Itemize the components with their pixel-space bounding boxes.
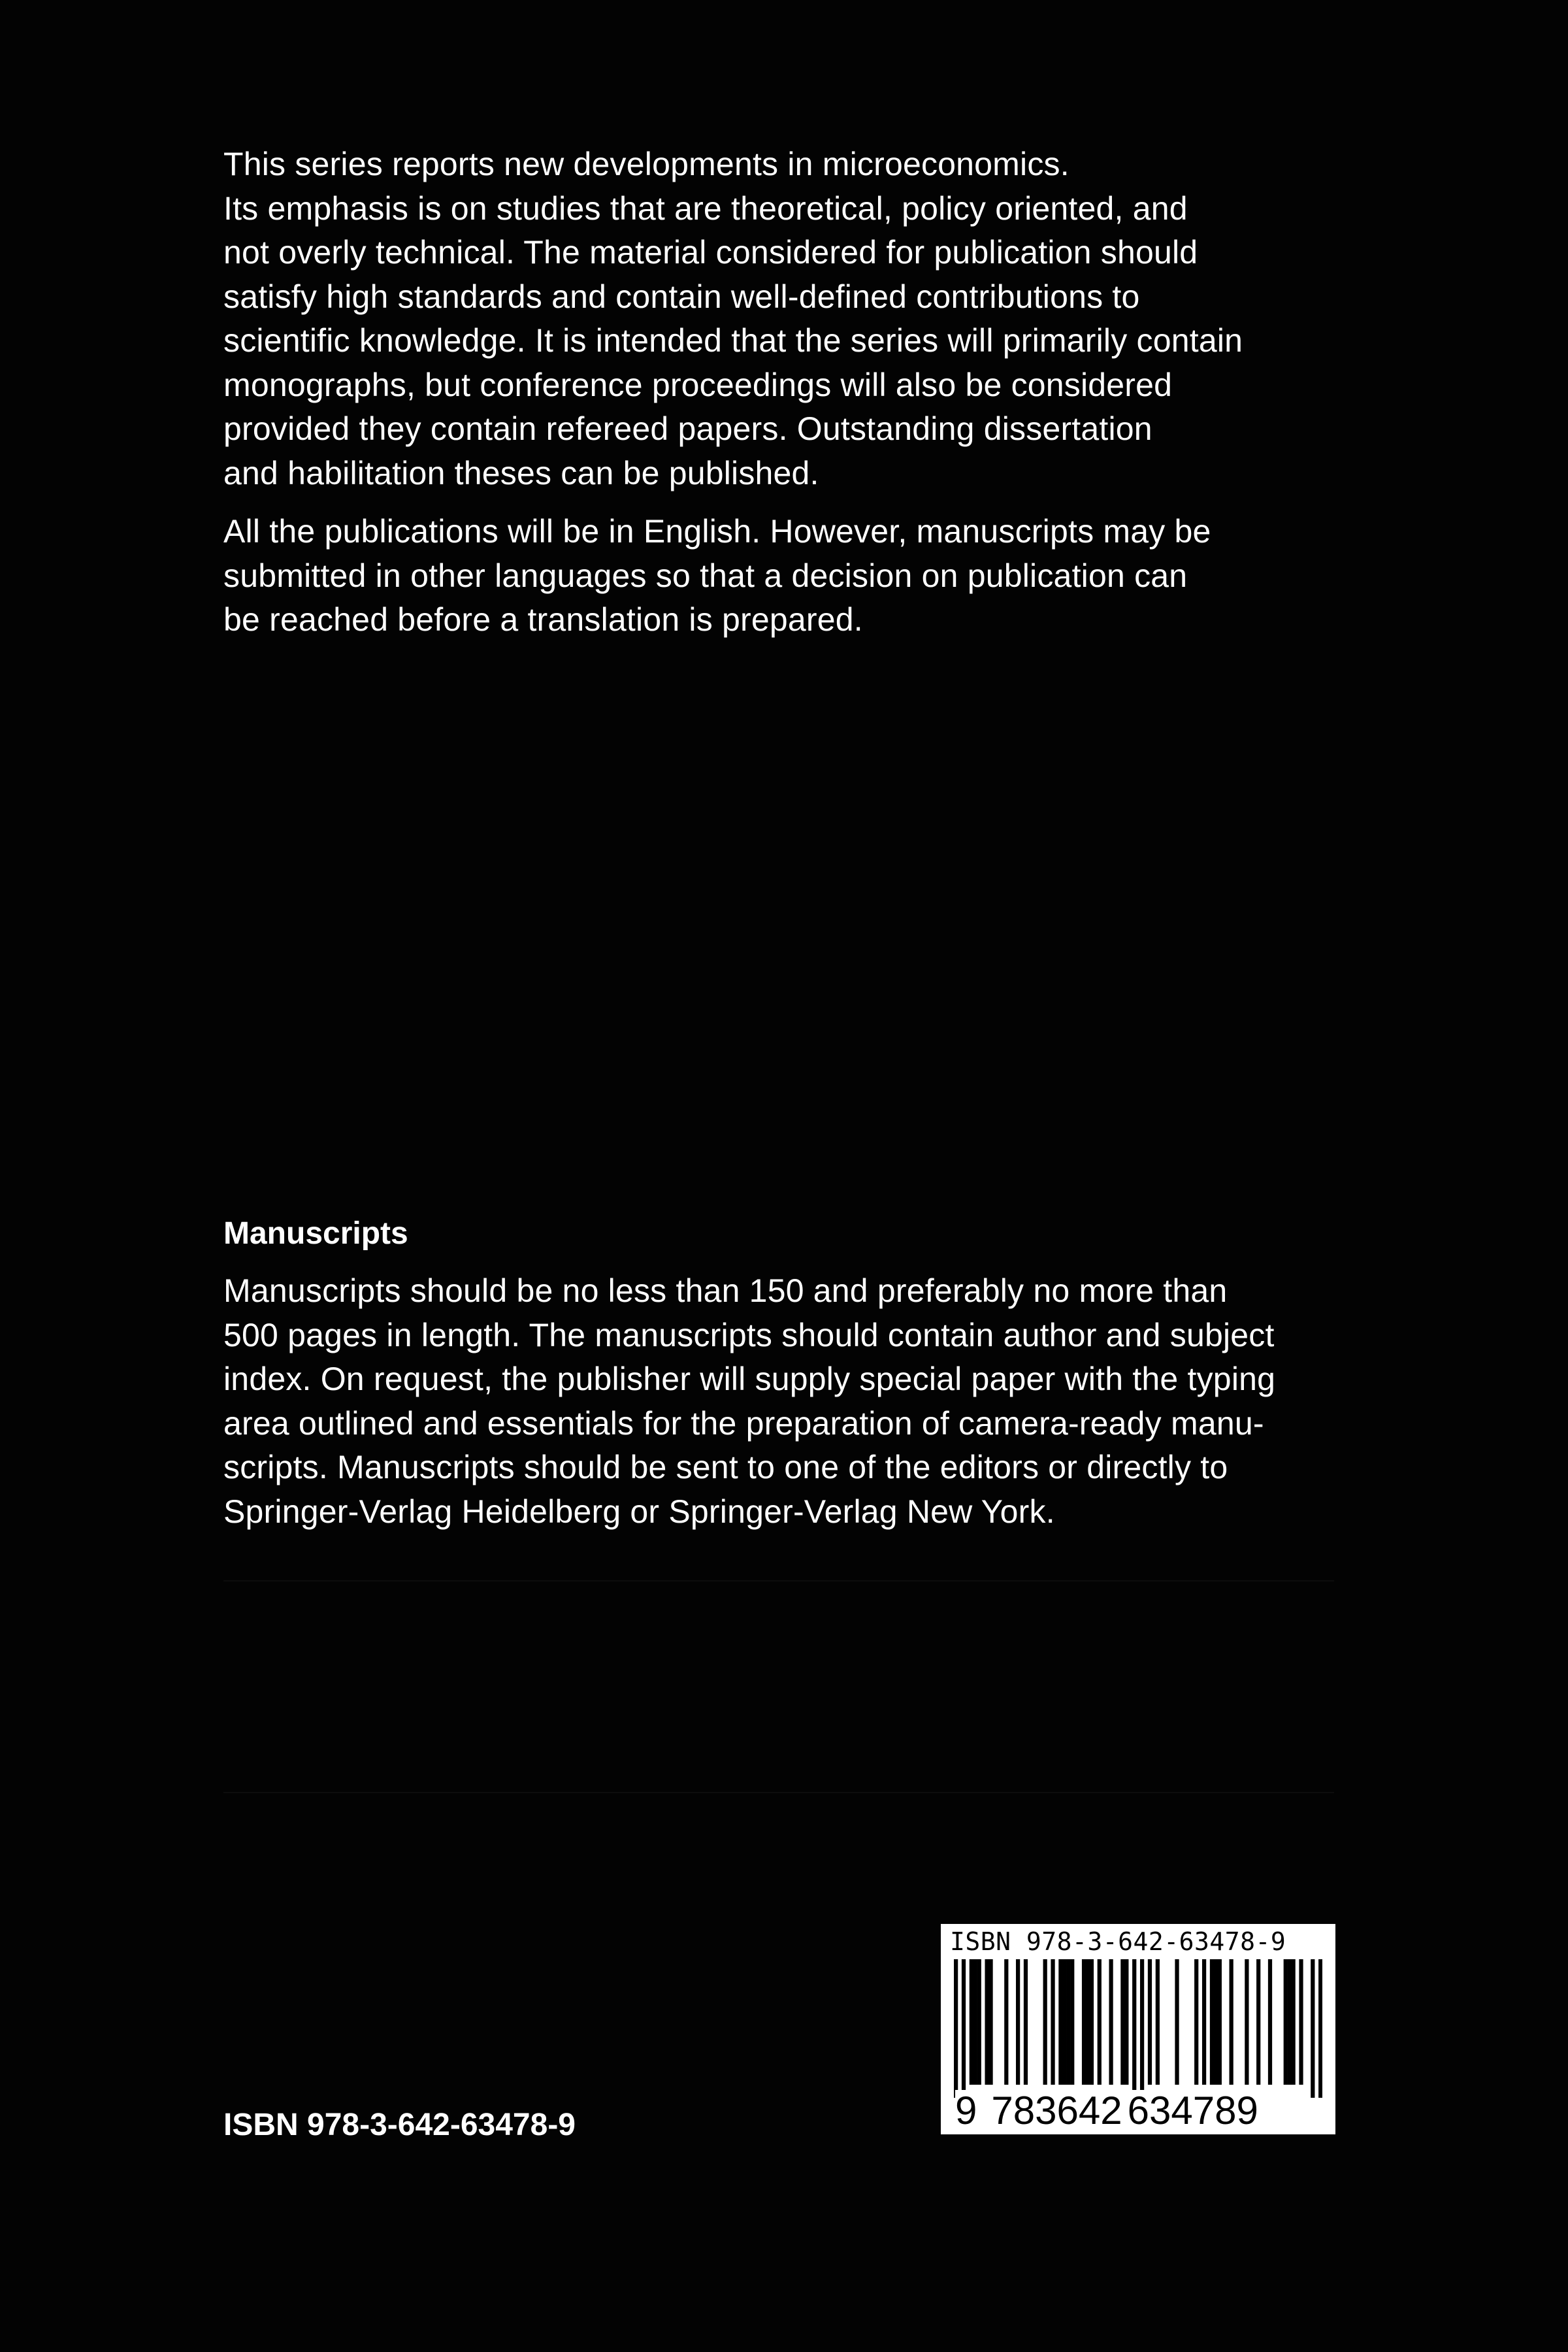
barcode-bar — [1024, 1959, 1028, 2085]
barcode-bar — [985, 1959, 988, 2085]
barcode-bar — [977, 1959, 981, 2085]
barcode-bar — [1268, 1959, 1272, 2085]
barcode-bar — [1082, 1959, 1086, 2085]
barcode-digit-group-right: 634789 — [1125, 2090, 1261, 2132]
barcode-bar — [1156, 1959, 1160, 2085]
barcode-bar — [1098, 1959, 1102, 2085]
barcode-bar — [1124, 1959, 1128, 2085]
barcode-bar — [1218, 1959, 1222, 2085]
barcode-bar — [973, 1959, 977, 2085]
divider-top — [223, 1580, 1334, 1582]
isbn-barcode — [941, 1924, 1335, 2134]
barcode-bar — [1318, 1959, 1322, 2098]
barcode-bar — [1210, 1959, 1214, 2085]
barcode-bar — [1058, 1959, 1062, 2085]
barcode-isbn-header: ISBN 978-3-642-63478-9 — [950, 1927, 1286, 1956]
manuscripts-description: Manuscripts should be no less than 150 and preferably no more than 500 pages in length. The manuscripts should contain author and subject index. On request, the publisher will supply special paper with the typing area outlined and essentials for the preparation of camera-ready manu- scripts. Manuscripts should be sent to one of the editors or directly to Springer-Verlag Heidelberg or Springer-Verlag New York. — [223, 1272, 1276, 1530]
divider-bottom — [223, 1792, 1334, 1793]
barcode-bar — [970, 1959, 973, 2085]
barcode-bar — [1311, 1959, 1315, 2098]
barcode-bar — [1140, 1959, 1144, 2098]
barcode-bar — [1202, 1959, 1206, 2085]
barcode-bar — [1284, 1959, 1288, 2085]
barcode-bar — [1090, 1959, 1094, 2085]
barcode-bar — [1132, 1959, 1136, 2098]
barcode-bar — [1175, 1959, 1179, 2085]
barcode-bar — [1292, 1959, 1296, 2085]
manuscripts-heading: Manuscripts — [223, 1216, 408, 1251]
barcode-digits — [955, 2090, 1261, 2132]
series-description: This series reports new developments in microeconomics. Its emphasis is on studies that are theoretical, policy oriented, and not overly technical. The material considered for publication should satisfy high standards and contain well-defined contributions to scientific knowledge. It is intended that the series will primarily contain monographs, but conference proceedings will also be considered provided they contain refereed papers. Outstanding dissertation and habilitation theses can be published. — [223, 146, 1243, 491]
barcode-bar — [1004, 1959, 1008, 2085]
barcode-bar — [1086, 1959, 1090, 2085]
barcode-bar — [1256, 1959, 1260, 2085]
barcode-bar — [1070, 1959, 1074, 2085]
barcode-bar — [1066, 1959, 1070, 2085]
barcode-bar — [1214, 1959, 1218, 2085]
barcode-bar — [1051, 1959, 1054, 2085]
barcode-digit-first: 9 — [955, 2090, 988, 2132]
isbn-label: ISBN 978-3-642-63478-9 — [223, 2108, 576, 2142]
barcode-bar — [1194, 1959, 1198, 2085]
barcode-bar — [1230, 1959, 1233, 2085]
barcode-bar — [1016, 1959, 1020, 2085]
barcode-bar — [1288, 1959, 1292, 2085]
barcode-bar — [1148, 1959, 1152, 2085]
barcode-bar — [1109, 1959, 1113, 2085]
barcode-bar — [1299, 1959, 1303, 2085]
barcode-digit-group-left: 783642 — [988, 2090, 1124, 2132]
barcode-bar — [1120, 1959, 1124, 2085]
barcode-bar — [988, 1959, 992, 2085]
barcode-bar — [954, 1959, 958, 2098]
barcode-bars-icon — [954, 1959, 1322, 2098]
barcode-bar — [1043, 1959, 1047, 2085]
language-note: All the publications will be in English. However, manuscripts may be submitted in other languages so that a decision on publication can be reached before a translation is prepared. — [223, 513, 1211, 638]
barcode-bar — [1062, 1959, 1066, 2085]
barcode-bar — [962, 1959, 966, 2098]
barcode-bar — [1245, 1959, 1249, 2085]
